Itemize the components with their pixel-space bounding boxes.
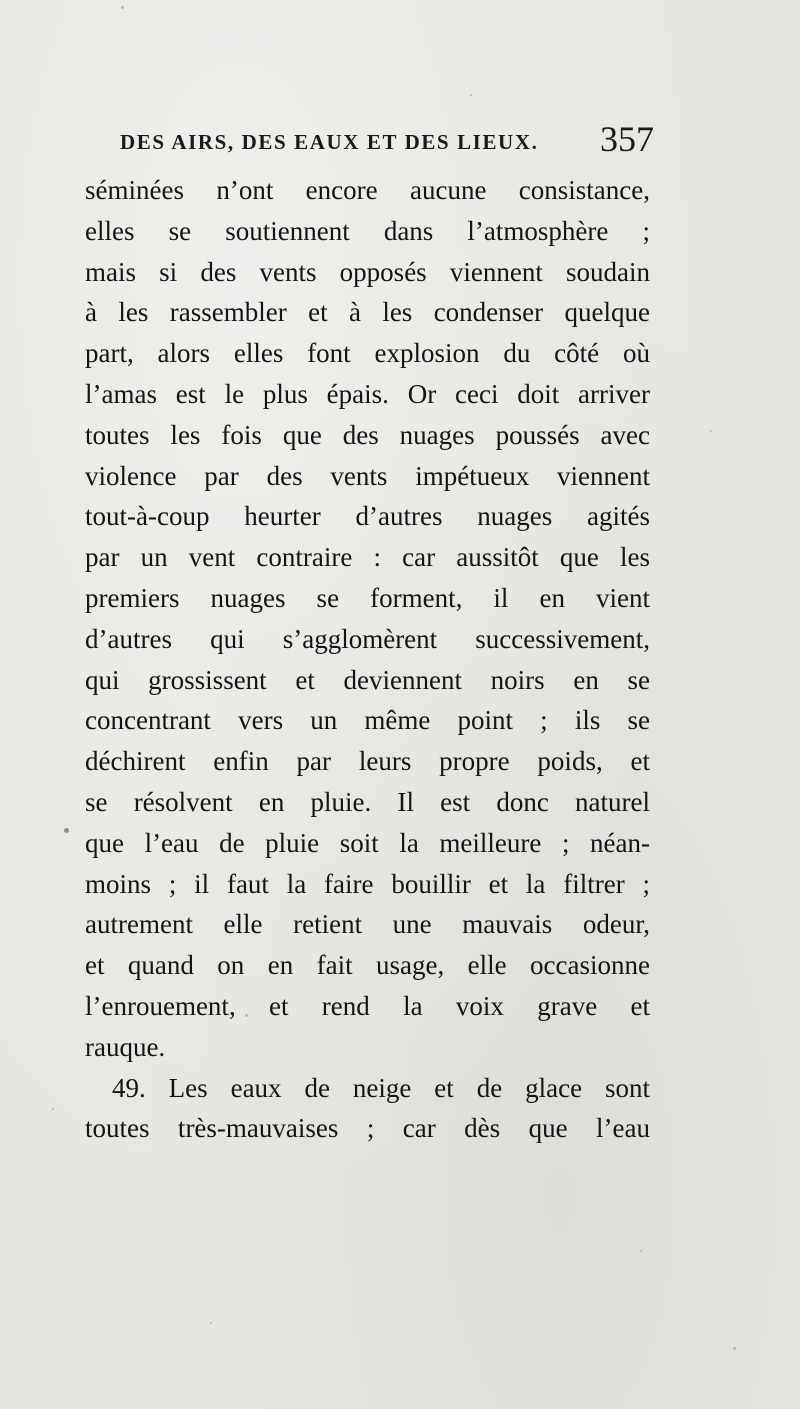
text-line: elles se soutiennent dans l’atmosphère ;	[85, 215, 650, 246]
page-number: 357	[600, 119, 654, 159]
text-line: déchirent enfin par leurs propre poids, et	[85, 746, 650, 777]
text-line: premiers nuages se forment, il en vient	[85, 582, 650, 613]
text-line: l’enrouement, et rend la voix grave et	[85, 990, 650, 1021]
paper-speck	[470, 94, 472, 96]
text-line: que l’eau de pluie soit la meilleure ; néan-	[85, 827, 650, 858]
paper-speck	[121, 6, 124, 9]
text-line: à les rassembler et à les condenser quelque	[85, 297, 650, 328]
text-line: l’amas est le plus épais. Or ceci doit arriver	[85, 378, 650, 409]
paper-speck	[733, 1347, 736, 1350]
paper-speck	[640, 1250, 642, 1252]
text-line: autrement elle retient une mauvais odeur,	[85, 909, 650, 940]
running-head	[120, 118, 654, 170]
text-line: se résolvent en pluie. Il est donc naturel	[85, 786, 650, 817]
text-line: et quand on en fait usage, elle occasionne	[85, 950, 650, 981]
text-line: toutes très-mauvaises ; car dès que l’eau	[85, 1113, 650, 1144]
paper-speck	[52, 1108, 54, 1110]
paragraph-start-line: 49. Les eaux de neige et de glace sont	[112, 1072, 650, 1103]
text-line: toutes les fois que des nuages poussés avec	[85, 419, 650, 450]
text-line: moins ; il faut la faire bouillir et la filtrer ;	[85, 868, 650, 899]
text-line: mais si des vents opposés viennent soudain	[85, 256, 650, 287]
running-title: DES AIRS, DES EAUX ET DES LIEUX.	[120, 130, 539, 154]
text-line: concentrant vers un même point ; ils se	[85, 705, 650, 736]
paper-speck	[710, 430, 712, 432]
paragraph-end-line: rauque.	[85, 1031, 166, 1062]
paper-speck	[64, 828, 69, 833]
text-line: séminées n’ont encore aucune consistance,	[85, 175, 650, 205]
text-line: d’autres qui s’agglomèrent successivement,	[85, 623, 650, 654]
text-line: qui grossissent et deviennent noirs en se	[85, 664, 650, 695]
text-line: violence par des vents impétueux viennent	[85, 460, 650, 491]
body-text	[85, 170, 650, 1149]
text-line: par un vent contraire : car aussitôt que les	[85, 542, 650, 573]
text-line: part, alors elles font explosion du côté où	[85, 338, 650, 369]
text-line: tout-à-coup heurter d’autres nuages agités	[85, 501, 650, 532]
paper-speck	[210, 1322, 212, 1324]
